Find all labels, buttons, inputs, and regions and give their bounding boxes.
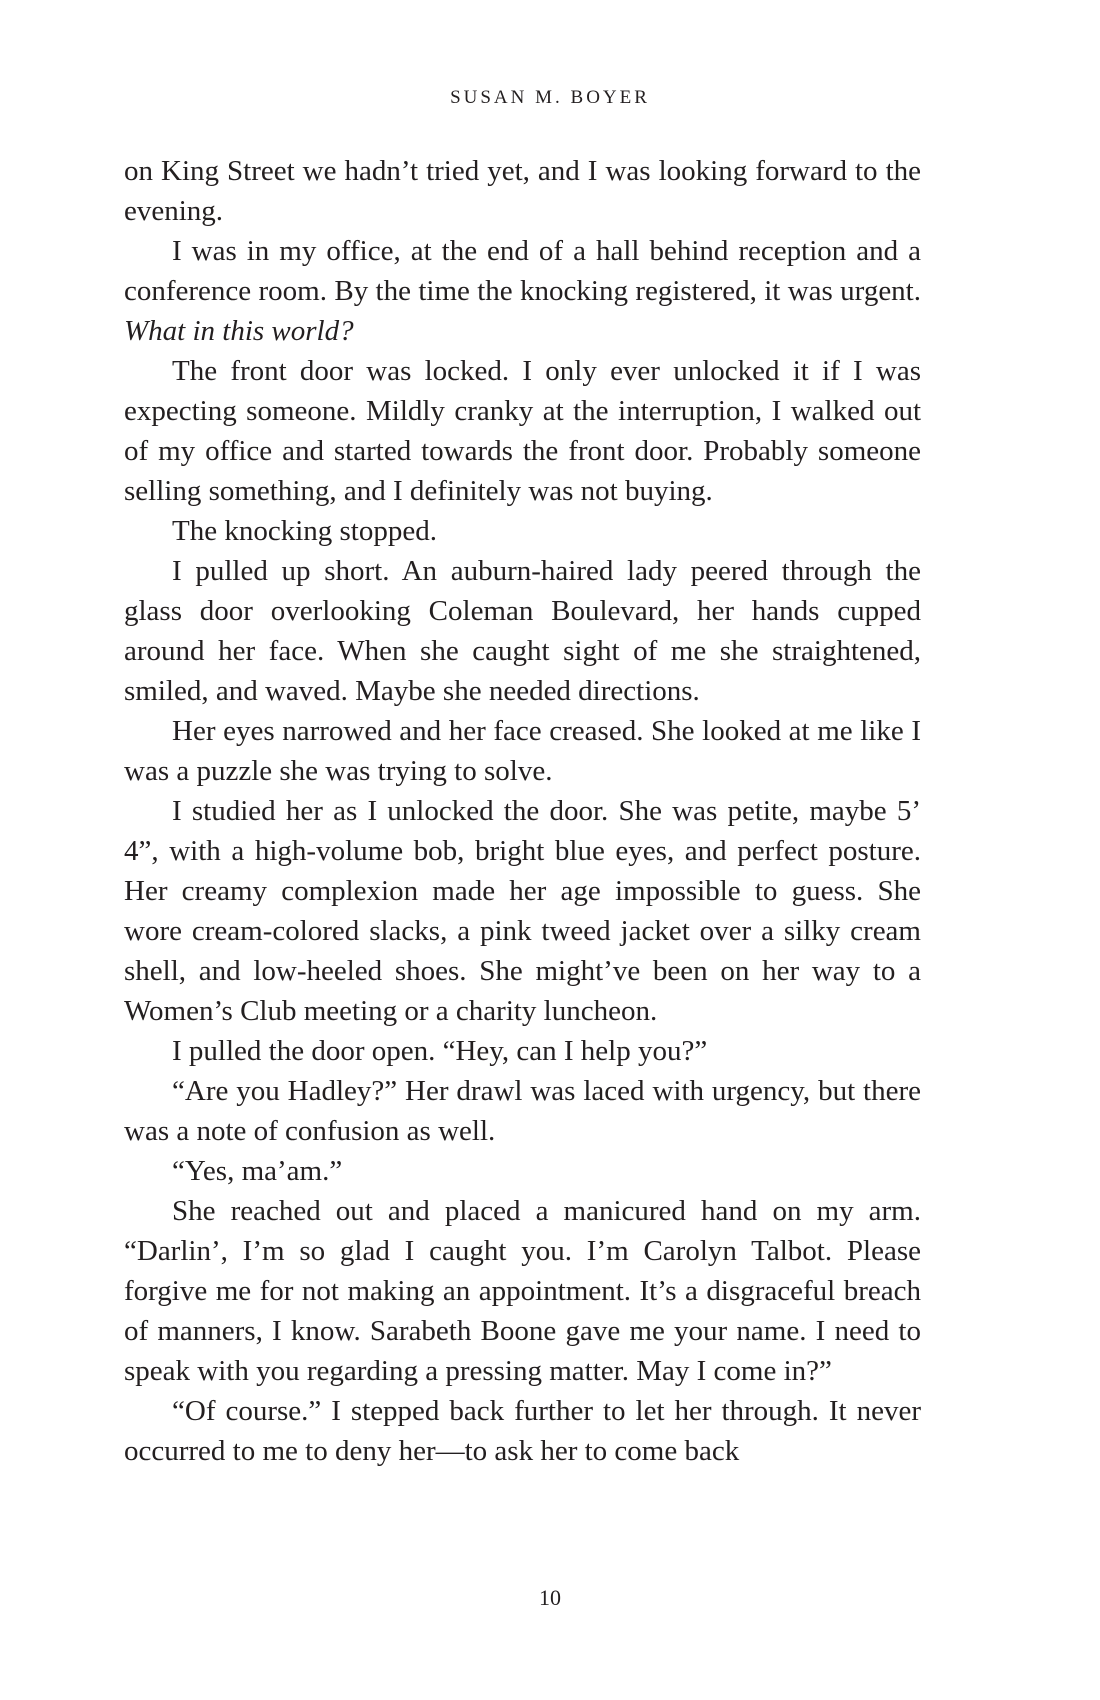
paragraph-10: “Yes, ma’am.” — [172, 1155, 343, 1187]
paragraph-2-italic-thought: What in this world? — [124, 315, 354, 347]
page-number: 10 — [539, 1585, 561, 1610]
running-head: SUSAN M. BOYER — [450, 87, 650, 108]
paragraph-11: She reached out and placed a manicured hand on my arm. “Darlin’, I’m so glad I caught you. I’m Carolyn Talbot. Please forgive me for not making an appointment. It’s a disgraceful breach of manners, I know. Sarabeth Boone gave me your name. I need to speak with you regarding a pressing matter. May I come in?” — [124, 1195, 921, 1387]
paragraph-5: I pulled up short. An auburn-haired lady peered through the glass door overlooking Coleman Boulevard, her hands cupped around her face. When she caught sight of me she straightened, smiled, and waved. Maybe she needed directions. — [124, 555, 921, 707]
body-text — [124, 151, 921, 1471]
paragraph-9: “Are you Hadley?” Her drawl was laced with urgency, but there was a note of confusion as well. — [124, 1075, 921, 1147]
paragraph-3: The front door was locked. I only ever unlocked it if I was expecting someone. Mildly cranky at the interruption, I walked out of my office and started towards the front door. Probably someone selling something, and I definitely was not buying. — [124, 355, 921, 507]
paragraph-1: on King Street we hadn’t tried yet, and I was looking forward to the evening. — [124, 155, 921, 227]
paragraph-6: Her eyes narrowed and her face creased. She looked at me like I was a puzzle she was trying to solve. — [124, 715, 921, 787]
paragraph-7: I studied her as I unlocked the door. She was petite, maybe 5’ 4”, with a high-volume bob, bright blue eyes, and perfect posture. Her creamy complexion made her age impossible to guess. She wore cream-colored slacks, a pink tweed jacket over a silky cream shell, and low-heeled shoes. She might’ve been on her way to a Women’s Club meeting or a charity luncheon. — [124, 795, 921, 1027]
paragraph-2 — [124, 231, 921, 351]
paragraph-8: I pulled the door open. “Hey, can I help you?” — [172, 1035, 708, 1067]
paragraph-12: “Of course.” I stepped back further to let her through. It never occurred to me to deny her—to ask her to come back — [124, 1395, 921, 1467]
paragraph-2-text: I was in my office, at the end of a hall behind reception and a conference room. By the time the knocking registered, it was urgent. — [124, 235, 921, 307]
paragraph-4: The knocking stopped. — [172, 515, 437, 547]
